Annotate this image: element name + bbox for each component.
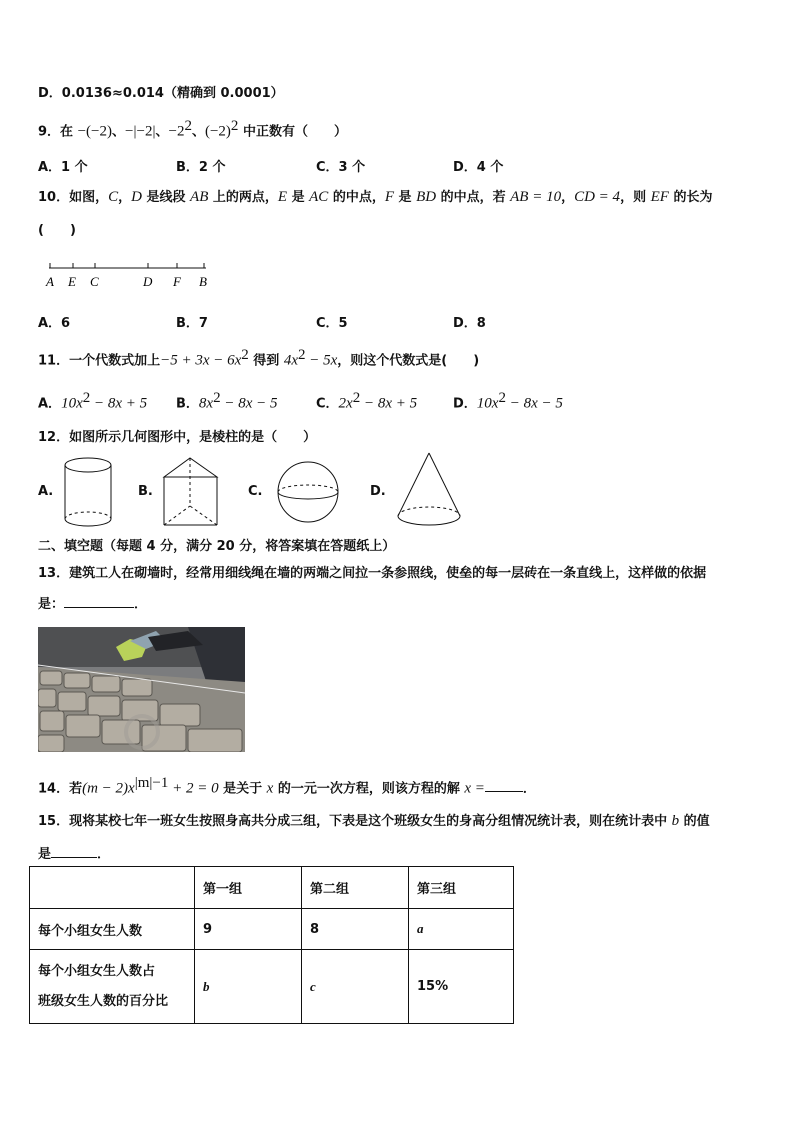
table-cell: c: [302, 950, 409, 1024]
table-cell: a: [409, 909, 514, 950]
q9-stem: 9．在 −(−2)、−|−2|、$-2^2$、$(-2)^2$ 中正数有（ ）: [38, 118, 347, 140]
q10-option-d: D．8: [453, 316, 486, 331]
point-label-a: A: [46, 274, 54, 289]
point-label-e: E: [68, 274, 76, 289]
sphere-figure: [272, 460, 344, 526]
cylinder-figure: [60, 455, 118, 530]
q11-option-d: D．$10x^2 - 8x - 5$: [453, 390, 563, 412]
q13-stem: 13．建筑工人在砌墙时，经常用细线绳在墙的两端之间拉一条参照线，使垒的每一层砖在一条直线上，这样做的依据: [38, 566, 707, 581]
q9-option-b: B．2 个: [176, 160, 226, 175]
table-header-cell: 第三组: [409, 867, 514, 909]
q11-stem: 11．一个代数式加上$-5 + 3x - 6x^2$ 得到 $4x^2 - 5x$，则这个代数式是( ): [38, 347, 480, 369]
q9-option-a: A．1 个: [38, 160, 88, 175]
table-header-cell: 第一组: [195, 867, 302, 909]
q13-stem-line2: 是： ．: [38, 597, 148, 612]
q15-answer-blank[interactable]: [51, 857, 97, 858]
table-row: [30, 950, 514, 1024]
bricklaying-photo: [38, 627, 245, 752]
q12-option-d-label: D.: [370, 484, 386, 499]
table-cell: 每个小组女生人数: [30, 909, 195, 950]
table-cell: 15%: [409, 950, 514, 1024]
q12-stem: 12．如图所示几何图形中，是棱柱的是（ ）: [38, 430, 317, 445]
table-header-cell: [30, 867, 195, 909]
q10-option-a: A．6: [38, 316, 71, 331]
q11-option-b: B．$8x^2 - 8x - 5$: [176, 390, 278, 412]
q11-option-a: A．$10x^2 - 8x + 5$: [38, 390, 148, 412]
q15-stem-line2: 是 ．: [38, 847, 111, 862]
q10-option-c: C．5: [316, 316, 348, 331]
q8-option-d: D．0.0136≈0.014（精确到 0.0001）: [38, 86, 284, 101]
height-group-table: [29, 866, 514, 1024]
point-label-d: D: [143, 274, 153, 289]
q12-option-c-label: C.: [248, 484, 263, 499]
q14-stem: 14．若$(m - 2)x^{|m|-1} + 2 = 0$ 是关于 x 的一元一次方程，则该方程的解 x = ．: [38, 775, 536, 797]
q10-option-b: B．7: [176, 316, 208, 331]
point-label-c: C: [90, 274, 99, 289]
q12-option-a-label: A.: [38, 484, 54, 499]
q9-option-d: D．4 个: [453, 160, 504, 175]
q15-stem: 15．现将某校七年一班女生按照身高共分成三组，下表是这个班级女生的身高分组情况统计表，则在统计表中 b 的值: [38, 813, 710, 829]
q13-answer-blank[interactable]: [64, 607, 134, 608]
point-label-f: F: [173, 274, 181, 289]
table-header-row: [30, 867, 514, 909]
q12-option-b-label: B.: [138, 484, 153, 499]
q10-stem-line2: ( ): [38, 223, 76, 238]
q9-option-c: C．3 个: [316, 160, 366, 175]
segment-figure: [44, 258, 214, 294]
q11-option-c: C．$2x^2 - 8x + 5$: [316, 390, 418, 412]
section-title: 二、填空题（每题 4 分，满分 20 分，将答案填在答题纸上）: [38, 539, 396, 554]
table-cell: b: [195, 950, 302, 1024]
table-row: [30, 909, 514, 950]
point-label-b: B: [199, 274, 207, 289]
triangular-prism-figure: [160, 455, 222, 530]
table-cell: 9: [195, 909, 302, 950]
table-cell: 每个小组女生人数占 班级女生人数的百分比: [30, 950, 195, 1024]
table-header-cell: 第二组: [302, 867, 409, 909]
table-cell: 8: [302, 909, 409, 950]
q14-answer-blank[interactable]: [485, 791, 523, 792]
q10-stem: 10．如图，C，D 是线段 AB 上的两点，E 是 AC 的中点，F 是 BD 的中点，若 AB = 10，CD = 4，则 EF 的长为: [38, 189, 713, 205]
cone-figure: [394, 450, 466, 532]
